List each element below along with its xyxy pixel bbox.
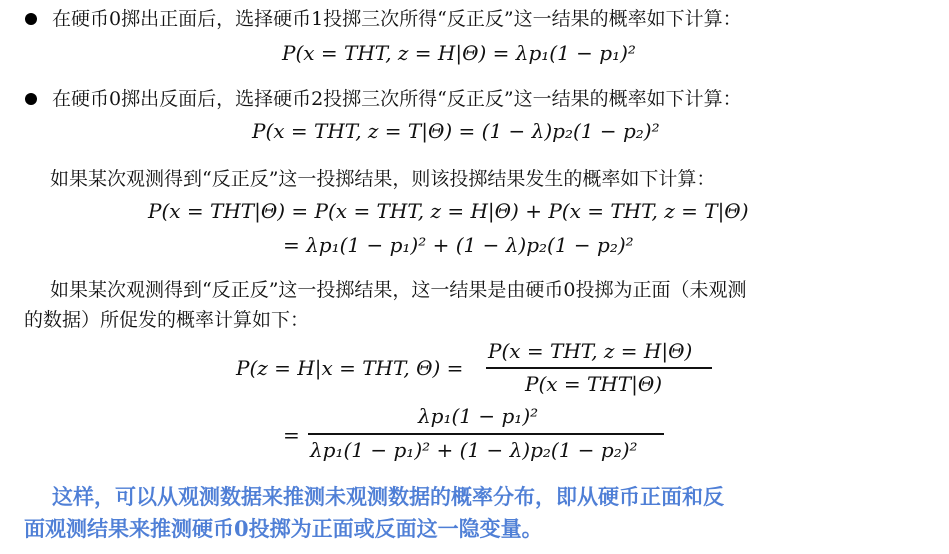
conclusion-line-1: 这样，可以从观测数据来推测未观测数据的概率分布，即从硬币正面和反 xyxy=(52,484,724,509)
para-2-text-line-1: 如果某次观测得到“反正反”这一投掷结果，这一结果是由硬币0投掷为正面（未观测 xyxy=(50,279,747,301)
fraction-1-denominator: P(x = THT|Θ) xyxy=(525,372,663,396)
para-2-text-line-2: 的数据）所促发的概率计算如下： xyxy=(24,309,310,331)
fraction-1-numerator: P(x = THT, z = H|Θ) xyxy=(488,339,693,363)
para-1-text: 如果某次观测得到“反正反”这一投掷结果，则该投掷结果发生的概率如下计算： xyxy=(50,168,716,190)
formula-4-lhs: P(z = H|x = THT, Θ) = xyxy=(236,356,464,380)
formula-3-line-1: P(x = THT|Θ) = P(x = THT, z = H|Θ) + P(x = THT, z = T|Θ) xyxy=(148,199,749,223)
bullet-dot-2 xyxy=(25,93,37,105)
bullet-dot-1 xyxy=(25,13,37,25)
fraction-2-denominator: λp₁(1 − p₁)² + (1 − λ)p₂(1 − p₂)² xyxy=(310,438,638,462)
formula-1: P(x = THT, z = H|Θ) = λp₁(1 − p₁)² xyxy=(282,41,636,65)
fraction-2-bar xyxy=(308,433,664,435)
fraction-2-numerator: λp₁(1 − p₁)² xyxy=(418,404,539,428)
conclusion-line-2: 面观测结果来推测硬币0投掷为正面或反面这一隐变量。 xyxy=(24,516,543,541)
bullet-2-text: 在硬币0掷出反面后，选择硬币2投掷三次所得“反正反”这一结果的概率如下计算： xyxy=(52,88,742,110)
fraction-1-bar xyxy=(486,367,712,369)
formula-3-line-2: = λp₁(1 − p₁)² + (1 − λ)p₂(1 − p₂)² xyxy=(283,233,634,257)
bullet-1-text: 在硬币0掷出正面后，选择硬币1投掷三次所得“反正反”这一结果的概率如下计算： xyxy=(52,8,742,30)
formula-5-equals: = xyxy=(283,423,300,447)
formula-2: P(x = THT, z = T|Θ) = (1 − λ)p₂(1 − p₂)² xyxy=(252,119,660,143)
